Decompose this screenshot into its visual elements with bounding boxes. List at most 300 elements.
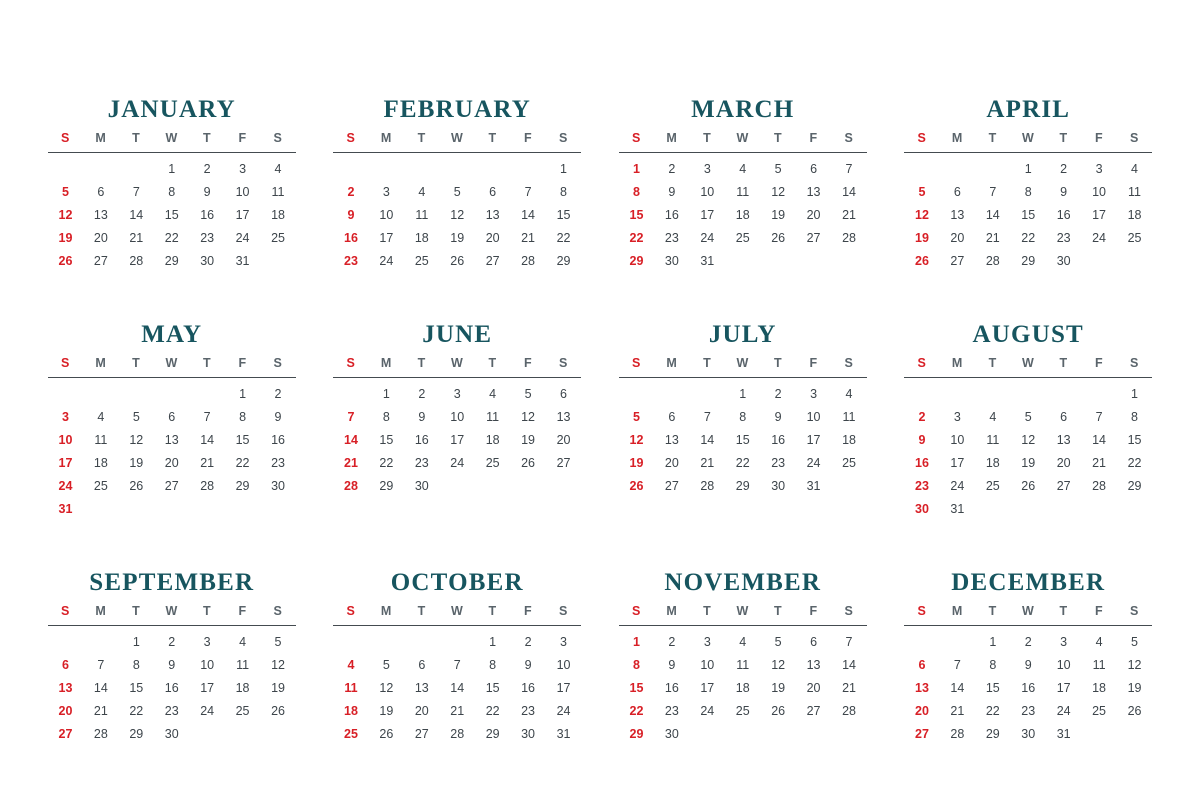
day-cell[interactable]: 9 <box>918 433 926 447</box>
day-cell[interactable]: 5 <box>524 387 532 401</box>
day-cell[interactable]: 26 <box>379 727 394 741</box>
day-cell[interactable]: 27 <box>664 479 679 493</box>
day-cell[interactable]: 23 <box>200 231 215 245</box>
day-cell[interactable]: 25 <box>344 727 358 741</box>
day-cell[interactable]: 27 <box>806 704 821 718</box>
day-cell[interactable]: 12 <box>271 658 285 672</box>
day-cell[interactable]: 6 <box>953 185 961 199</box>
day-cell[interactable]: 7 <box>97 658 105 672</box>
day-cell[interactable]: 2 <box>168 635 176 649</box>
day-cell[interactable]: 1 <box>560 162 567 176</box>
day-cell[interactable]: 28 <box>200 479 215 493</box>
day-cell[interactable]: 22 <box>629 231 644 245</box>
day-cell[interactable]: 22 <box>1127 456 1142 470</box>
day-cell[interactable]: 13 <box>664 433 679 447</box>
day-cell[interactable]: 30 <box>664 254 679 268</box>
day-cell[interactable]: 26 <box>771 704 786 718</box>
day-cell[interactable]: 10 <box>1092 185 1107 199</box>
day-cell[interactable]: 27 <box>915 727 929 741</box>
day-cell[interactable]: 27 <box>93 254 108 268</box>
day-cell[interactable]: 28 <box>950 727 965 741</box>
day-cell[interactable]: 31 <box>950 502 965 516</box>
day-cell[interactable]: 30 <box>521 727 536 741</box>
day-cell[interactable]: 21 <box>1092 456 1107 470</box>
day-cell[interactable]: 25 <box>93 479 108 493</box>
day-cell[interactable]: 4 <box>739 635 747 649</box>
day-cell[interactable]: 16 <box>1021 681 1036 695</box>
day-cell[interactable]: 27 <box>556 456 571 470</box>
day-cell[interactable]: 16 <box>915 456 929 470</box>
day-cell[interactable]: 14 <box>200 433 215 447</box>
day-cell[interactable]: 18 <box>842 433 856 447</box>
day-cell[interactable]: 22 <box>235 456 250 470</box>
day-cell[interactable]: 21 <box>700 456 715 470</box>
day-cell[interactable]: 4 <box>739 162 747 176</box>
day-cell[interactable]: 16 <box>344 231 358 245</box>
day-cell[interactable]: 29 <box>735 479 750 493</box>
day-cell[interactable]: 17 <box>200 681 215 695</box>
day-cell[interactable]: 7 <box>524 185 532 199</box>
day-cell[interactable]: 30 <box>771 479 786 493</box>
day-cell[interactable]: 6 <box>418 658 426 672</box>
day-cell[interactable]: 5 <box>774 635 782 649</box>
day-cell[interactable]: 6 <box>810 162 818 176</box>
day-cell[interactable]: 7 <box>703 410 711 424</box>
day-cell[interactable]: 8 <box>739 410 747 424</box>
day-cell[interactable]: 9 <box>524 658 532 672</box>
day-cell[interactable]: 2 <box>274 387 282 401</box>
day-cell[interactable]: 9 <box>774 410 782 424</box>
day-cell[interactable]: 8 <box>168 185 176 199</box>
day-cell[interactable]: 27 <box>1056 479 1071 493</box>
day-cell[interactable]: 3 <box>703 635 711 649</box>
day-cell[interactable]: 9 <box>668 185 676 199</box>
day-cell[interactable]: 1 <box>382 387 390 401</box>
day-cell[interactable]: 2 <box>918 410 926 424</box>
day-cell[interactable]: 7 <box>989 185 997 199</box>
day-cell[interactable]: 8 <box>560 185 567 199</box>
day-cell[interactable]: 28 <box>521 254 536 268</box>
day-cell[interactable]: 10 <box>1056 658 1071 672</box>
day-cell[interactable]: 15 <box>629 681 644 695</box>
day-cell[interactable]: 24 <box>806 456 821 470</box>
day-cell[interactable]: 16 <box>664 681 679 695</box>
day-cell[interactable]: 11 <box>736 185 750 199</box>
day-cell[interactable]: 31 <box>806 479 821 493</box>
day-cell[interactable]: 13 <box>806 658 821 672</box>
day-cell[interactable]: 16 <box>771 433 786 447</box>
day-cell[interactable]: 29 <box>1021 254 1036 268</box>
day-cell[interactable]: 5 <box>632 410 640 424</box>
day-cell[interactable]: 10 <box>200 658 215 672</box>
day-cell[interactable]: 15 <box>379 433 394 447</box>
day-cell[interactable]: 11 <box>1128 185 1141 199</box>
day-cell[interactable]: 5 <box>1024 410 1032 424</box>
day-cell[interactable]: 20 <box>1056 456 1071 470</box>
day-cell[interactable]: 18 <box>735 681 750 695</box>
day-cell[interactable]: 10 <box>379 208 394 222</box>
day-cell[interactable]: 5 <box>774 162 782 176</box>
day-cell[interactable]: 30 <box>664 727 679 741</box>
day-cell[interactable]: 30 <box>1056 254 1071 268</box>
day-cell[interactable]: 11 <box>986 433 1000 447</box>
day-cell[interactable]: 10 <box>235 185 250 199</box>
day-cell[interactable]: 18 <box>485 433 500 447</box>
day-cell[interactable]: 1 <box>989 635 997 649</box>
day-cell[interactable]: 15 <box>985 681 1000 695</box>
day-cell[interactable]: 4 <box>489 387 497 401</box>
day-cell[interactable]: 4 <box>989 410 997 424</box>
day-cell[interactable]: 17 <box>700 208 715 222</box>
day-cell[interactable]: 23 <box>414 456 429 470</box>
day-cell[interactable]: 26 <box>450 254 465 268</box>
day-cell[interactable]: 25 <box>485 456 500 470</box>
day-cell[interactable]: 9 <box>668 658 676 672</box>
day-cell[interactable]: 28 <box>700 479 715 493</box>
day-cell[interactable]: 27 <box>485 254 500 268</box>
day-cell[interactable]: 23 <box>664 704 679 718</box>
day-cell[interactable]: 28 <box>129 254 144 268</box>
day-cell[interactable]: 2 <box>1024 635 1032 649</box>
day-cell[interactable]: 27 <box>806 231 821 245</box>
day-cell[interactable]: 5 <box>132 410 140 424</box>
day-cell[interactable]: 12 <box>129 433 144 447</box>
day-cell[interactable]: 8 <box>132 658 140 672</box>
day-cell[interactable]: 27 <box>164 479 179 493</box>
day-cell[interactable]: 10 <box>806 410 821 424</box>
day-cell[interactable]: 19 <box>58 231 73 245</box>
day-cell[interactable]: 18 <box>985 456 1000 470</box>
day-cell[interactable]: 14 <box>950 681 965 695</box>
day-cell[interactable]: 15 <box>1127 433 1142 447</box>
day-cell[interactable]: 18 <box>93 456 108 470</box>
day-cell[interactable]: 30 <box>164 727 179 741</box>
day-cell[interactable]: 7 <box>347 410 355 424</box>
day-cell[interactable]: 8 <box>382 410 390 424</box>
day-cell[interactable]: 26 <box>271 704 285 718</box>
day-cell[interactable]: 21 <box>344 456 358 470</box>
day-cell[interactable]: 25 <box>985 479 1000 493</box>
day-cell[interactable]: 9 <box>1024 658 1032 672</box>
day-cell[interactable]: 14 <box>450 681 465 695</box>
day-cell[interactable]: 26 <box>1021 479 1036 493</box>
day-cell[interactable]: 18 <box>344 704 358 718</box>
day-cell[interactable]: 3 <box>382 185 390 199</box>
day-cell[interactable]: 5 <box>274 635 282 649</box>
day-cell[interactable]: 19 <box>521 433 536 447</box>
day-cell[interactable]: 21 <box>985 231 1000 245</box>
day-cell[interactable]: 18 <box>235 681 250 695</box>
day-cell[interactable]: 8 <box>239 410 247 424</box>
day-cell[interactable]: 29 <box>1127 479 1142 493</box>
day-cell[interactable]: 31 <box>556 727 571 741</box>
day-cell[interactable]: 2 <box>668 635 676 649</box>
day-cell[interactable]: 24 <box>379 254 394 268</box>
day-cell[interactable]: 4 <box>274 162 282 176</box>
day-cell[interactable]: 25 <box>271 231 285 245</box>
day-cell[interactable]: 2 <box>347 185 355 199</box>
day-cell[interactable]: 9 <box>418 410 426 424</box>
day-cell[interactable]: 22 <box>556 231 571 245</box>
day-cell[interactable]: 3 <box>560 635 567 649</box>
day-cell[interactable]: 9 <box>203 185 211 199</box>
day-cell[interactable]: 16 <box>1056 208 1071 222</box>
day-cell[interactable]: 17 <box>1056 681 1071 695</box>
day-cell[interactable]: 29 <box>129 727 144 741</box>
day-cell[interactable]: 1 <box>632 635 640 649</box>
day-cell[interactable]: 24 <box>58 479 73 493</box>
day-cell[interactable]: 21 <box>93 704 108 718</box>
day-cell[interactable]: 27 <box>58 727 73 741</box>
day-cell[interactable]: 19 <box>129 456 144 470</box>
day-cell[interactable]: 9 <box>168 658 176 672</box>
day-cell[interactable]: 4 <box>239 635 247 649</box>
day-cell[interactable]: 2 <box>418 387 426 401</box>
day-cell[interactable]: 16 <box>664 208 679 222</box>
day-cell[interactable]: 19 <box>771 208 786 222</box>
day-cell[interactable]: 3 <box>703 162 711 176</box>
day-cell[interactable]: 19 <box>1021 456 1036 470</box>
day-cell[interactable]: 11 <box>271 185 285 199</box>
day-cell[interactable]: 23 <box>664 231 679 245</box>
day-cell[interactable]: 21 <box>842 681 856 695</box>
day-cell[interactable]: 20 <box>485 231 500 245</box>
day-cell[interactable]: 7 <box>953 658 961 672</box>
day-cell[interactable]: 22 <box>629 704 644 718</box>
day-cell[interactable]: 9 <box>274 410 282 424</box>
day-cell[interactable]: 10 <box>450 410 465 424</box>
day-cell[interactable]: 21 <box>129 231 144 245</box>
day-cell[interactable]: 8 <box>632 185 640 199</box>
day-cell[interactable]: 19 <box>915 231 929 245</box>
day-cell[interactable]: 13 <box>164 433 179 447</box>
day-cell[interactable]: 25 <box>1092 704 1107 718</box>
day-cell[interactable]: 18 <box>271 208 285 222</box>
day-cell[interactable]: 28 <box>344 479 358 493</box>
day-cell[interactable]: 27 <box>414 727 429 741</box>
day-cell[interactable]: 3 <box>810 387 818 401</box>
day-cell[interactable]: 28 <box>842 231 856 245</box>
day-cell[interactable]: 13 <box>58 681 73 695</box>
day-cell[interactable]: 10 <box>556 658 571 672</box>
day-cell[interactable]: 18 <box>735 208 750 222</box>
day-cell[interactable]: 15 <box>629 208 644 222</box>
day-cell[interactable]: 16 <box>271 433 285 447</box>
day-cell[interactable]: 6 <box>61 658 69 672</box>
day-cell[interactable]: 1 <box>132 635 140 649</box>
day-cell[interactable]: 27 <box>950 254 965 268</box>
day-cell[interactable]: 20 <box>915 704 929 718</box>
day-cell[interactable]: 6 <box>1060 410 1068 424</box>
day-cell[interactable]: 21 <box>950 704 965 718</box>
day-cell[interactable]: 17 <box>1092 208 1107 222</box>
day-cell[interactable]: 16 <box>521 681 536 695</box>
day-cell[interactable]: 14 <box>985 208 1000 222</box>
day-cell[interactable]: 20 <box>414 704 429 718</box>
day-cell[interactable]: 1 <box>168 162 176 176</box>
day-cell[interactable]: 3 <box>1095 162 1103 176</box>
day-cell[interactable]: 17 <box>556 681 571 695</box>
day-cell[interactable]: 31 <box>700 254 715 268</box>
day-cell[interactable]: 25 <box>735 704 750 718</box>
day-cell[interactable]: 13 <box>93 208 108 222</box>
day-cell[interactable]: 8 <box>632 658 640 672</box>
day-cell[interactable]: 11 <box>736 658 750 672</box>
day-cell[interactable]: 31 <box>235 254 250 268</box>
day-cell[interactable]: 22 <box>129 704 144 718</box>
day-cell[interactable]: 2 <box>524 635 532 649</box>
day-cell[interactable]: 24 <box>235 231 250 245</box>
day-cell[interactable]: 26 <box>521 456 536 470</box>
day-cell[interactable]: 3 <box>953 410 961 424</box>
day-cell[interactable]: 22 <box>379 456 394 470</box>
day-cell[interactable]: 26 <box>629 479 644 493</box>
day-cell[interactable]: 25 <box>735 231 750 245</box>
day-cell[interactable]: 18 <box>1092 681 1107 695</box>
day-cell[interactable]: 7 <box>1095 410 1103 424</box>
day-cell[interactable]: 28 <box>93 727 108 741</box>
day-cell[interactable]: 16 <box>164 681 179 695</box>
day-cell[interactable]: 1 <box>239 387 247 401</box>
day-cell[interactable]: 20 <box>806 681 821 695</box>
day-cell[interactable]: 6 <box>668 410 676 424</box>
day-cell[interactable]: 15 <box>485 681 500 695</box>
day-cell[interactable]: 6 <box>918 658 926 672</box>
day-cell[interactable]: 28 <box>1092 479 1107 493</box>
day-cell[interactable]: 3 <box>1060 635 1068 649</box>
day-cell[interactable]: 29 <box>235 479 250 493</box>
day-cell[interactable]: 12 <box>915 208 929 222</box>
day-cell[interactable]: 30 <box>200 254 215 268</box>
day-cell[interactable]: 12 <box>1127 658 1142 672</box>
day-cell[interactable]: 5 <box>382 658 390 672</box>
day-cell[interactable]: 5 <box>1131 635 1138 649</box>
day-cell[interactable]: 11 <box>344 681 358 695</box>
day-cell[interactable]: 24 <box>700 704 715 718</box>
day-cell[interactable]: 5 <box>453 185 461 199</box>
day-cell[interactable]: 29 <box>164 254 179 268</box>
day-cell[interactable]: 17 <box>806 433 821 447</box>
day-cell[interactable]: 20 <box>556 433 571 447</box>
day-cell[interactable]: 11 <box>1092 658 1106 672</box>
day-cell[interactable]: 10 <box>58 433 73 447</box>
day-cell[interactable]: 29 <box>379 479 394 493</box>
day-cell[interactable]: 4 <box>1095 635 1103 649</box>
day-cell[interactable]: 25 <box>414 254 429 268</box>
day-cell[interactable]: 23 <box>271 456 285 470</box>
day-cell[interactable]: 14 <box>842 185 856 199</box>
day-cell[interactable]: 7 <box>845 162 853 176</box>
day-cell[interactable]: 4 <box>1131 162 1138 176</box>
day-cell[interactable]: 11 <box>415 208 429 222</box>
day-cell[interactable]: 9 <box>1060 185 1068 199</box>
day-cell[interactable]: 4 <box>845 387 853 401</box>
day-cell[interactable]: 4 <box>347 658 355 672</box>
day-cell[interactable]: 13 <box>414 681 429 695</box>
day-cell[interactable]: 20 <box>806 208 821 222</box>
day-cell[interactable]: 19 <box>771 681 786 695</box>
day-cell[interactable]: 22 <box>985 704 1000 718</box>
day-cell[interactable]: 21 <box>842 208 856 222</box>
day-cell[interactable]: 14 <box>521 208 536 222</box>
day-cell[interactable]: 20 <box>664 456 679 470</box>
day-cell[interactable]: 4 <box>97 410 105 424</box>
day-cell[interactable]: 12 <box>58 208 73 222</box>
day-cell[interactable]: 13 <box>1056 433 1071 447</box>
day-cell[interactable]: 8 <box>989 658 997 672</box>
day-cell[interactable]: 23 <box>344 254 358 268</box>
day-cell[interactable]: 20 <box>58 704 73 718</box>
day-cell[interactable]: 12 <box>771 185 786 199</box>
day-cell[interactable]: 21 <box>200 456 215 470</box>
day-cell[interactable]: 17 <box>58 456 73 470</box>
day-cell[interactable]: 26 <box>915 254 929 268</box>
day-cell[interactable]: 12 <box>450 208 465 222</box>
day-cell[interactable]: 14 <box>842 658 856 672</box>
day-cell[interactable]: 25 <box>1127 231 1142 245</box>
day-cell[interactable]: 24 <box>1056 704 1071 718</box>
day-cell[interactable]: 14 <box>93 681 108 695</box>
day-cell[interactable]: 12 <box>1021 433 1036 447</box>
day-cell[interactable]: 28 <box>842 704 856 718</box>
day-cell[interactable]: 23 <box>771 456 786 470</box>
day-cell[interactable]: 29 <box>485 727 500 741</box>
day-cell[interactable]: 16 <box>414 433 429 447</box>
day-cell[interactable]: 28 <box>985 254 1000 268</box>
day-cell[interactable]: 2 <box>668 162 676 176</box>
day-cell[interactable]: 23 <box>915 479 929 493</box>
day-cell[interactable]: 26 <box>129 479 144 493</box>
day-cell[interactable]: 22 <box>485 704 500 718</box>
day-cell[interactable]: 14 <box>700 433 715 447</box>
day-cell[interactable]: 29 <box>556 254 571 268</box>
day-cell[interactable]: 6 <box>489 185 497 199</box>
day-cell[interactable]: 24 <box>556 704 571 718</box>
day-cell[interactable]: 15 <box>735 433 750 447</box>
day-cell[interactable]: 22 <box>735 456 750 470</box>
day-cell[interactable]: 1 <box>489 635 497 649</box>
day-cell[interactable]: 16 <box>200 208 215 222</box>
day-cell[interactable]: 24 <box>1092 231 1107 245</box>
day-cell[interactable]: 6 <box>560 387 567 401</box>
day-cell[interactable]: 24 <box>700 231 715 245</box>
day-cell[interactable]: 5 <box>918 185 926 199</box>
day-cell[interactable]: 29 <box>985 727 1000 741</box>
day-cell[interactable]: 24 <box>950 479 965 493</box>
day-cell[interactable]: 14 <box>1092 433 1107 447</box>
day-cell[interactable]: 23 <box>164 704 179 718</box>
day-cell[interactable]: 28 <box>450 727 465 741</box>
day-cell[interactable]: 13 <box>485 208 500 222</box>
day-cell[interactable]: 13 <box>556 410 571 424</box>
day-cell[interactable]: 18 <box>414 231 429 245</box>
day-cell[interactable]: 6 <box>168 410 176 424</box>
day-cell[interactable]: 10 <box>950 433 965 447</box>
day-cell[interactable]: 19 <box>1127 681 1142 695</box>
day-cell[interactable]: 19 <box>379 704 394 718</box>
day-cell[interactable]: 15 <box>164 208 179 222</box>
day-cell[interactable]: 17 <box>950 456 965 470</box>
day-cell[interactable]: 20 <box>93 231 108 245</box>
day-cell[interactable]: 7 <box>203 410 211 424</box>
day-cell[interactable]: 15 <box>556 208 571 222</box>
day-cell[interactable]: 10 <box>700 185 715 199</box>
day-cell[interactable]: 26 <box>771 231 786 245</box>
day-cell[interactable]: 23 <box>521 704 536 718</box>
day-cell[interactable]: 11 <box>842 410 856 424</box>
day-cell[interactable]: 13 <box>806 185 821 199</box>
day-cell[interactable]: 13 <box>915 681 929 695</box>
